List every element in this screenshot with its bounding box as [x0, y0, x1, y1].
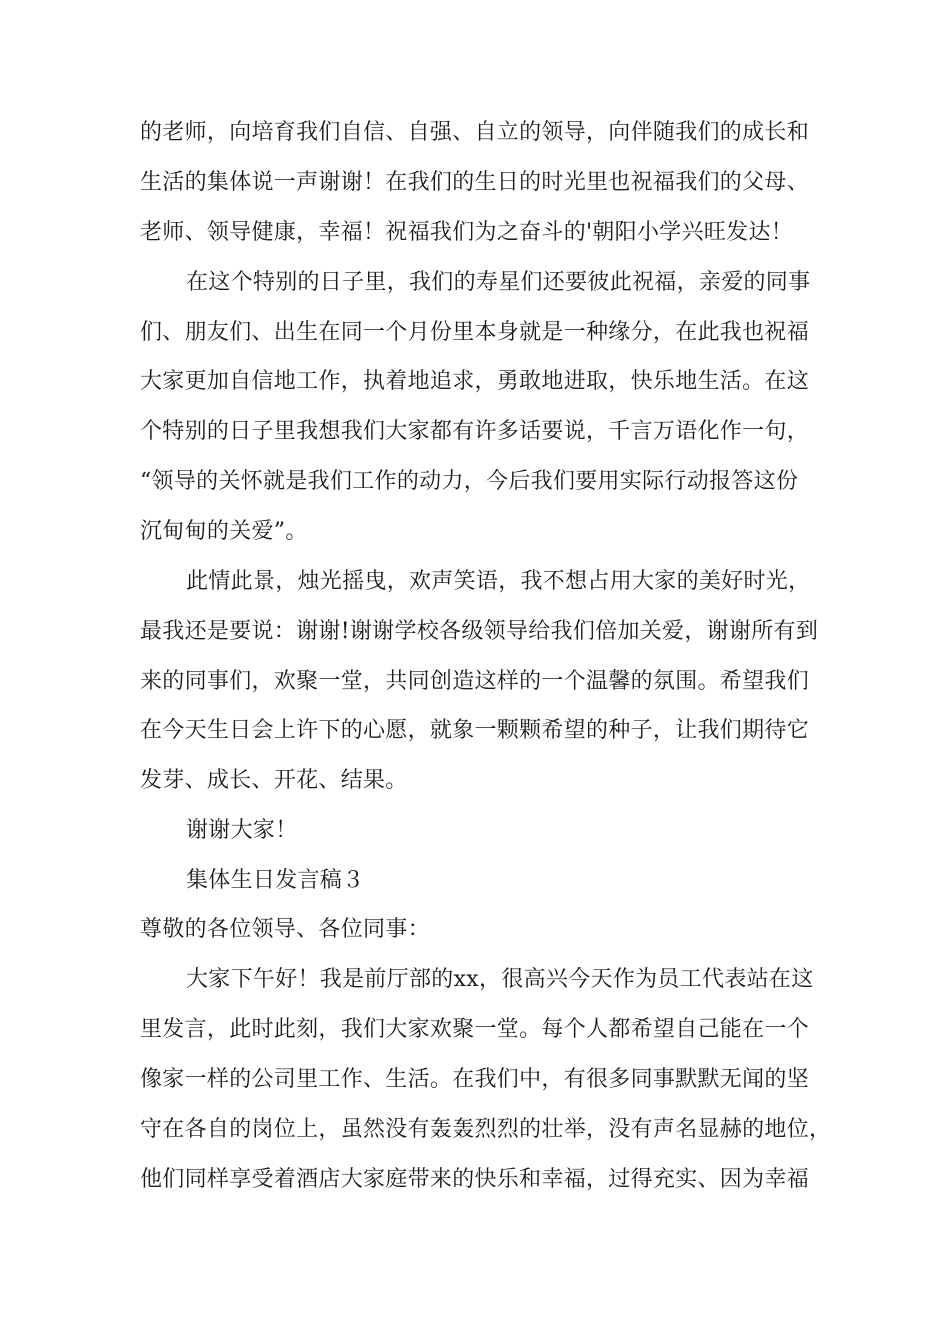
text-line: 的老师，向培育我们自信、自强、自立的领导，向伴随我们的成长和 [140, 120, 810, 145]
text-line: “领导的关怀就是我们工作的动力，今后我们要用实际行动报答这份 [140, 469, 799, 494]
text-line: 里发言，此时此刻，我们大家欢聚一堂。每个人都希望自己能在一个 [140, 1017, 810, 1042]
salutation-line: 尊敬的各位领导、各位同事： [140, 917, 430, 942]
text-line: 老师、领导健康，幸福！祝福我们为之奋斗的'朝阳小学兴旺发达！ [140, 220, 794, 245]
paragraph-start-line: 此情此景，烛光摇曳，欢声笑语，我不想占用大家的美好时光， [186, 569, 811, 594]
text-line: 个特别的日子里我想我们大家都有许多话要说，千言万语化作一句， [140, 419, 810, 444]
text-line: 们、朋友们、出生在同一个月份里本身就是一种缘分，在此我也祝福 [140, 320, 810, 345]
paragraph-start-line: 大家下午好！我是前厅部的xx，很高兴今天作为员工代表站在这 [186, 967, 814, 992]
text-line: 他们同样享受着酒店大家庭带来的快乐和幸福，过得充实、因为幸福 [140, 1167, 810, 1192]
text-line: 最我还是要说：谢谢!谢谢学校各级领导给我们倍加关爱，谢谢所有到 [140, 619, 819, 644]
paragraph-start-line: 在这个特别的日子里，我们的寿星们还要彼此祝福，亲爱的同事 [186, 270, 811, 295]
text-line: 生活的集体说一声谢谢！在我们的生日的时光里也祝福我们的父母、 [140, 170, 810, 195]
text-line: 发芽、成长、开花、结果。 [140, 768, 408, 793]
text-line: 来的同事们，欢聚一堂，共同创造这样的一个温馨的氛围。希望我们 [140, 669, 810, 694]
text-line: 沉甸甸的关爱”。 [140, 519, 308, 544]
text-line: 守在各自的岗位上，虽然没有轰轰烈烈的壮举，没有声名显赫的地位， [140, 1117, 832, 1142]
closing-line: 谢谢大家！ [186, 818, 298, 843]
text-line: 像家一样的公司里工作、生活。在我们中，有很多同事默默无闻的坚 [140, 1067, 810, 1092]
text-line: 大家更加自信地工作，执着地追求，勇敢地进取，快乐地生活。在这 [140, 369, 810, 394]
section-heading: 集体生日发言稿３ [186, 868, 365, 893]
text-line: 在今天生日会上许下的心愿，就象一颗颗希望的种子，让我们期待它 [140, 718, 810, 743]
